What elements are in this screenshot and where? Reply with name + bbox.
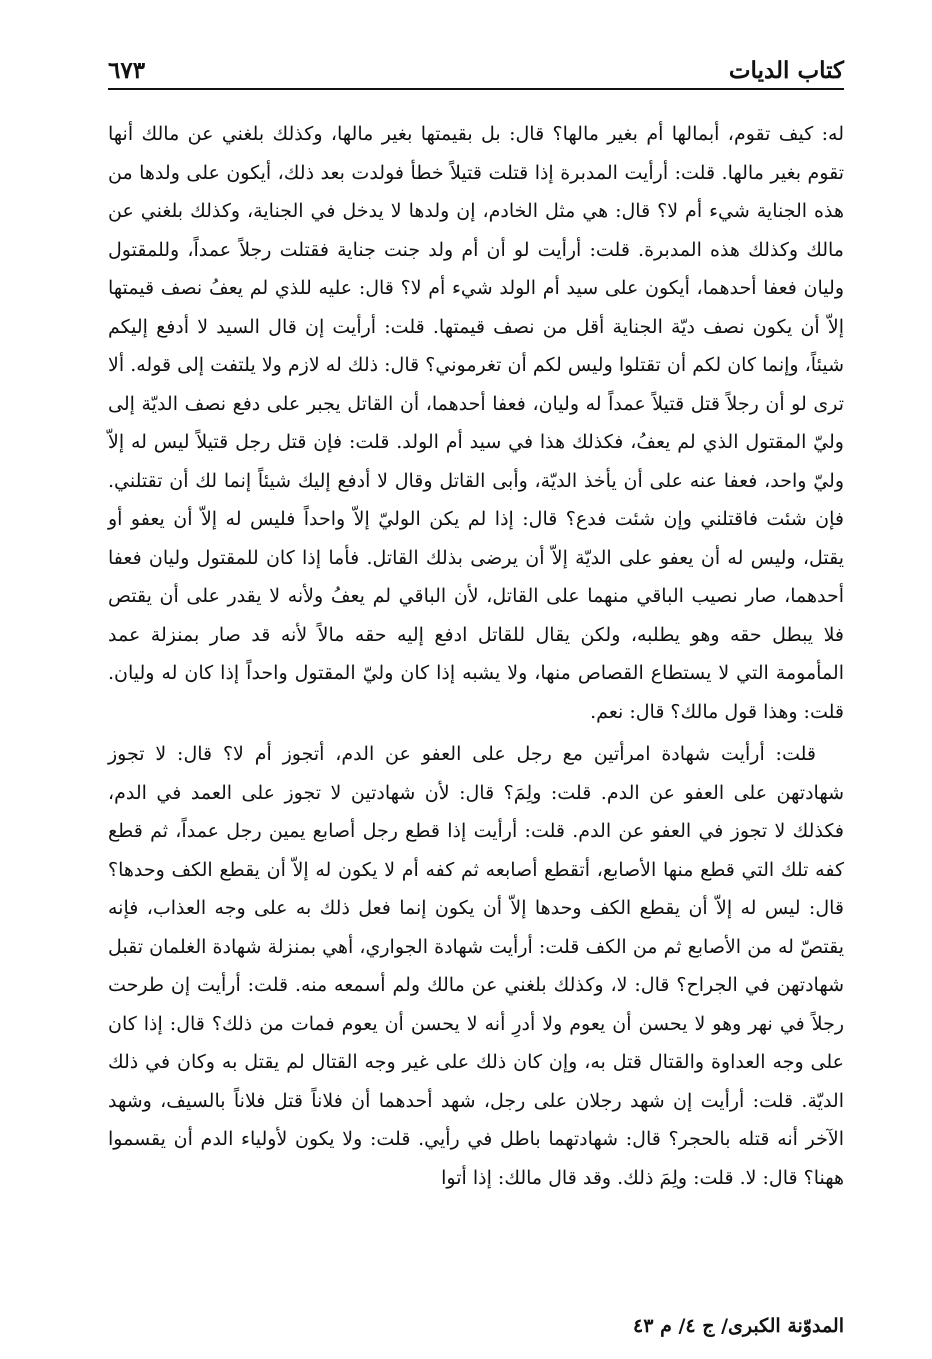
printer-signature: المدوّنة الكبرى/ ج ٤/ م ٤٣ — [633, 1315, 844, 1337]
paragraph-1: له: كيف تقوم، أبمالها أم بغير مالها؟ قال: بل بقيمتها بغير مالها، وكذلك بلغني عن مالك أنها تقوم بغير مالها. قلت: أرأيت المدبرة إذا قتلت قتيلاً خطأ فولدت بعد ذلك، أيكون على ولدها من هذه الجناية شيء أم لا؟ قال: هي مثل الخادم، إن ولدها لا يدخل في الجناية، وكذلك بلغني عن مالك وكذلك هذه المدبرة. قلت: أرأيت لو أن أم ولد جنت جناية فقتلت رجلاً عمداً، وللمقتول وليان فعفا أحدهما، أيكون على سيد أم الولد شيء أم لا؟ قال: عليه للذي لم يعفُ نصف قيمتها إلاّ أن يكون نصف ديّة الجناية أقل من نصف قيمتها. قلت: أرأيت إن قال السيد لا أدفع إليكم شيئاً، وإنما كان لكم أن تقتلوا وليس لكم أن تغرموني؟ قال: ذلك له لازم ولا يلتفت إلى قوله. ألا ترى لو أن رجلاً قتل قتيلاً عمداً له وليان، فعفا أحدهما، أن القاتل يجبر على دفع نصف الديّة إلى وليّ المقتول الذي لم يعفُ، فكذلك هذا في سيد أم الولد. قلت: فإن قتل رجل قتيلاً ليس له إلاّ وليّ واحد، فعفا عنه على أن يأخذ الديّة، وأبى القاتل وقال لا أدفع إليك شيئاً إنما لك أن تقتلني. فإن شئت فاقتلني وإن شئت فدع؟ قال: إذا لم يكن الوليّ إلاّ واحداً فليس له إلاّ أن يعفو أو يقتل، وليس له أن يعفو على الديّة إلاّ أن يرضى بذلك القاتل. فأما إذا كان للمقتول وليان فعفا أحدهما، صار نصيب الباقي منهما على القاتل، لأن الباقي لم يعفُ ولأنه لا يقدر على أن يقتص فلا يبطل حقه وهو يطلبه، ولكن يقال للقاتل ادفع إليه حقه مالاً لأنه قد صار بمنزلة عمد المأمومة التي لا يستطاع القصاص منها، ولا يشبه إذا كان وليّ المقتول واحداً إذا كان له وليان. قلت: وهذا قول مالك؟ قال: نعم. — [108, 123, 844, 723]
chapter-title: كتاب الديات — [728, 57, 844, 84]
running-header — [108, 56, 844, 90]
page-number: ٦٧٣ — [108, 57, 146, 84]
header-divider — [108, 88, 844, 90]
body-text — [108, 115, 844, 1197]
paragraph-2: قلت: أرأيت شهادة امرأتين مع رجل على العفو عن الدم، أتجوز أم لا؟ قال: لا تجوز شهادتهن على العفو عن الدم. قلت: ولِمَ؟ قال: لأن شهادتين لا تجوز على العمد في الدم، فكذلك لا تجوز في العفو عن الدم. قلت: أرأيت إذا قطع رجل أصابع يمين رجل عمداً، ثم قطع كفه تلك التي قطع منها الأصابع، أتقطع أصابعه ثم كفه أم لا يكون له إلاّ أن يقطع الكف وحدها؟ قال: ليس له إلاّ أن يقطع الكف وحدها إلاّ أن يكون إنما فعل ذلك به على وجه العذاب، فإنه يقتصّ له من الأصابع ثم من الكف قلت: أرأيت شهادة الجواري، أهي بمنزلة شهادة الغلمان تقبل شهادتهن في الجراح؟ قال: لا، وكذلك بلغني عن مالك ولم أسمعه منه. قلت: أرأيت إن طرحت رجلاً في نهر وهو لا يحسن أن يعوم ولا أدرِ أنه لا يحسن أن يعوم فمات من ذلك؟ قال: إذا كان على وجه العداوة والقتال قتل به، وإن كان ذلك على غير وجه القتال لم يقتل به وكان في ذلك الديّة. قلت: أرأيت إن شهد رجلان على رجل، شهد أحدهما أن فلاناً قتل فلاناً بالسيف، وشهد الآخر أنه قتله بالحجر؟ قال: شهادتهما باطل في رأيي. قلت: ولا يكون لأولياء الدم أن يقسموا ههنا؟ قال: لا. قلت: ولِمَ ذلك. وقد قال مالك: إذا أتوا — [108, 743, 844, 1189]
